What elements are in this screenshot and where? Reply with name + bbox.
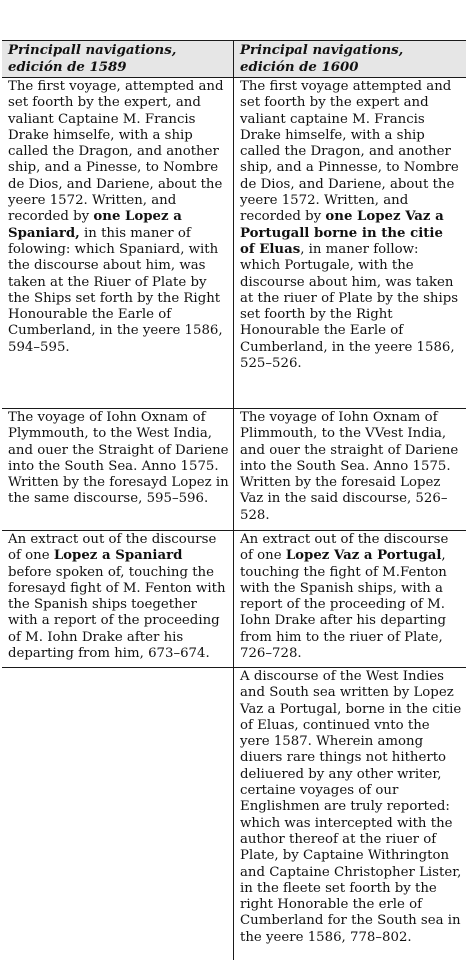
table-row — [2, 531, 466, 668]
cell-1600-fenton-extract — [234, 531, 466, 667]
cell-text-bold: one Lopez Vaz a Portugall borne in the citie of Eluas — [240, 209, 444, 257]
cell-1589-fenton-extract — [2, 531, 234, 667]
table-row — [2, 668, 466, 960]
cell-text-pre: The voyage of Iohn Oxnam of Plimmouth, to the VVest India, and ouer the straight of Dariene into the South Sea. Anno 1575. Written by the foresaid Lopez Vaz in the said discourse, 526–528. — [240, 410, 459, 523]
table-row — [2, 409, 466, 531]
cell-text-post: in this maner of folowing: which Spaniard, with the discourse about him, was taken at the Riuer of Plate by the Ships set forth by the Right Honourable the Earle of Cumberland, in the yeere 1586, 594–595. — [8, 225, 223, 355]
header-edition-1600: Principal navigations, edición de 1600 — [240, 43, 404, 75]
cell-1600-west-indies-discourse — [234, 668, 466, 960]
cell-1589-first-voyage — [2, 78, 234, 408]
cell-1600-first-voyage — [234, 78, 466, 408]
cell-text-bold: one Lopez a Spaniard, — [8, 209, 182, 241]
cell-text-pre: An extract out of the discourse of one — [8, 532, 217, 564]
cell-text-pre: The first voyage, attempted and set foorth by the expert, and valiant Captaine M. Francis Drake himselfe, with a ship called the Dragon, and another ship, and a Pinesse, to Nombre de Dios, and Dariene, about the yeere 1572. Written, and recorded by — [8, 79, 224, 225]
cell-1589-empty — [2, 668, 234, 960]
table-header-row — [2, 40, 466, 78]
cell-text-bold: Lopez a Spaniard — [53, 548, 183, 564]
cell-text-pre: A discourse of the West Indies and South sea written by Lopez Vaz a Portugal, borne in the citie of Eluas, continued vnto the yere 1587. Wherein among diuers rare things not hitherto deliuered by any other writer, certaine voyages of our Englishmen are truly reported: which was intercepted with the author thereof at the riuer of Plate, by Captaine Withrington and Captaine Christopher Lister, in the fleete set foorth by the right Honorable the erle of Cumberland for the South sea in the yeere 1586, 778–802. — [240, 669, 462, 945]
cell-text-post: , touching the fight of M.Fenton with the Spanish ships, with a report of the proceeding of M. Iohn Drake after his departing from him to the riuer of Plate, 726–728. — [240, 548, 447, 662]
cell-text-pre: The voyage of Iohn Oxnam of Plymmouth, to the West India, and ouer the Straight of Dariene into the South Sea. Anno 1575. Written by the foresayd Lopez in the same discourse, 595–596. — [8, 410, 229, 507]
header-edition-1589: Principall navigations, edición de 1589 — [2, 41, 234, 77]
cell-1589-oxnam-voyage — [2, 409, 234, 530]
cell-text-pre: An extract out of the discourse of one — [240, 532, 449, 564]
comparison-table — [2, 40, 466, 960]
table-row — [2, 78, 466, 409]
cell-text-post: before spoken of, touching the foresayd fight of M. Fenton with the Spanish ships toegether with a report of the proceeding of M. Iohn Drake after his departing from him, 673–674. — [8, 564, 226, 662]
cell-text-pre: The first voyage attempted and set foorth by the expert and valiant captaine M. Francis Drake himselfe, with a ship called the Dragon, and another ship, and a Pinnesse, to Nombre de Dios, and Dariene, about the yeere 1572. Written, and recorded by — [240, 79, 459, 225]
cell-text-bold: Lopez Vaz a Portugal — [285, 548, 442, 564]
cell-text-post: , in maner follow: which Portugale, with the discourse about him, was taken at the riuer of Plate by the ships set foorth by the Right Honourable the Earle of Cumberland, in the yeere 1586, 525–526. — [240, 241, 459, 372]
cell-1600-oxnam-voyage — [234, 409, 466, 530]
